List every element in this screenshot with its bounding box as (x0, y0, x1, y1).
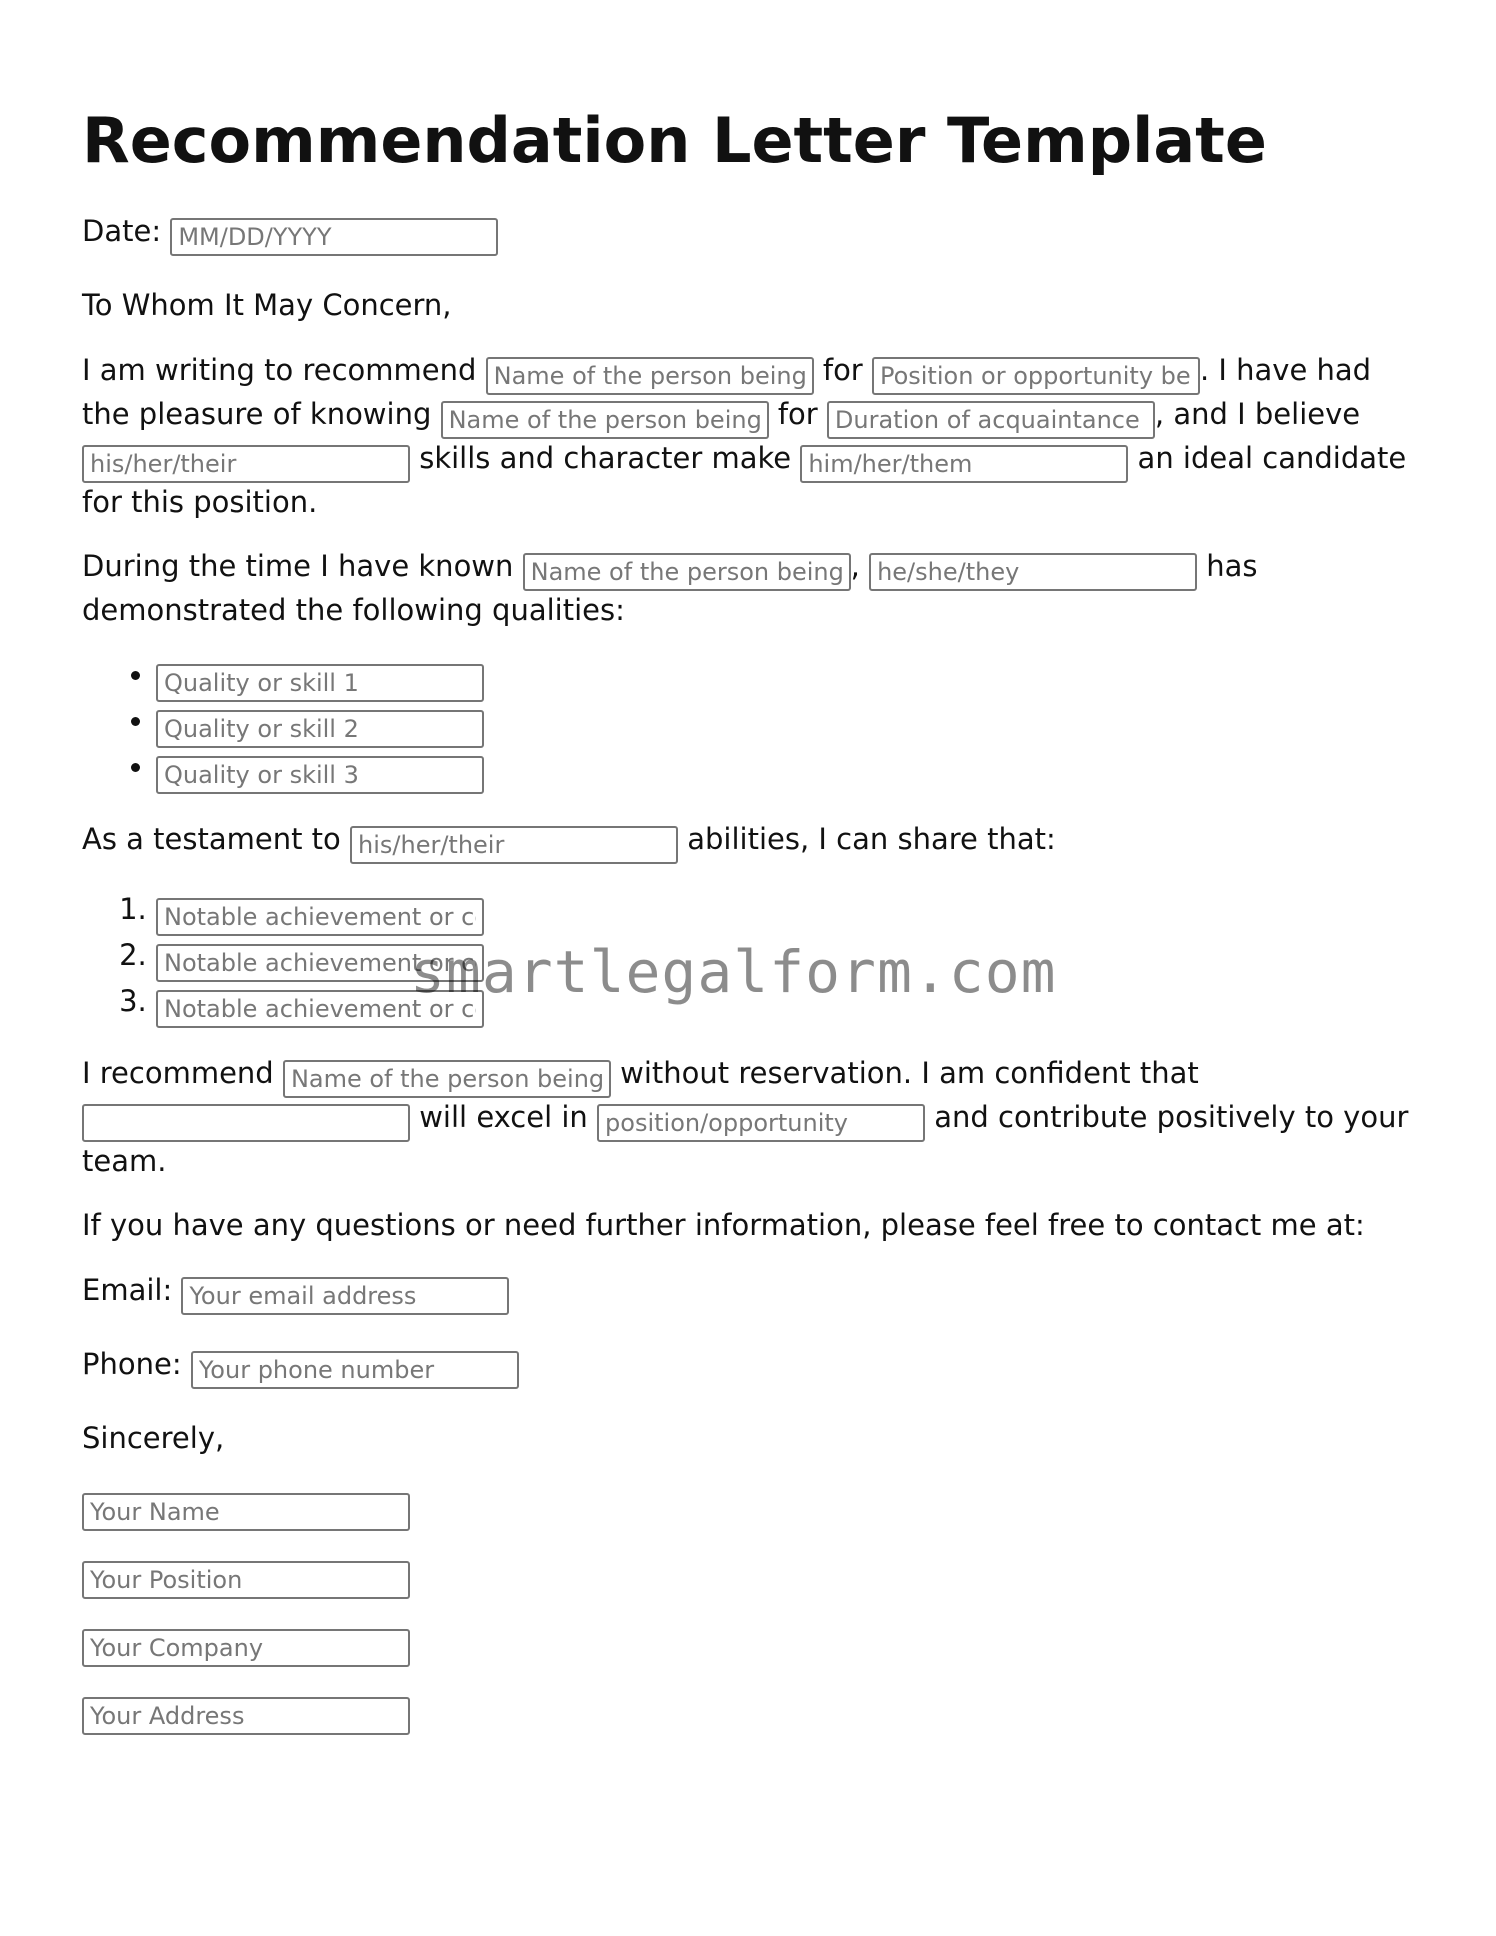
candidate-name-input-4[interactable] (283, 1060, 611, 1098)
signature-address-row (82, 1691, 1422, 1729)
list-item (156, 982, 1422, 1028)
pronoun-subject-input[interactable] (869, 553, 1197, 591)
text: skills and character make (419, 440, 792, 475)
candidate-name-input-3[interactable] (523, 553, 851, 591)
list-item (156, 890, 1422, 936)
signature-company-row (82, 1623, 1422, 1661)
phone-row (82, 1345, 1422, 1389)
signature-position-row (82, 1555, 1422, 1593)
your-company-input[interactable] (82, 1629, 410, 1667)
quality-input-2[interactable] (156, 710, 484, 748)
list-item (156, 702, 1422, 748)
paragraph-recommend-closing (82, 1054, 1422, 1181)
qualities-list (82, 656, 1422, 794)
text: abilities, I can share that: (687, 821, 1056, 856)
email-label: Email: (82, 1272, 173, 1307)
text: has demonstrated the following qualities: (82, 549, 1258, 627)
text: for (777, 396, 818, 431)
phone-input[interactable] (191, 1351, 519, 1389)
email-row (82, 1271, 1422, 1315)
your-name-input[interactable] (82, 1493, 410, 1531)
achievements-list (82, 890, 1422, 1028)
watermark: smartlegalform.com (410, 938, 1057, 1006)
text: I recommend (82, 1055, 274, 1090)
your-address-input[interactable] (82, 1697, 410, 1735)
email-input[interactable] (181, 1277, 509, 1315)
text: . I have had the pleasure of knowing (82, 352, 1372, 431)
candidate-name-input[interactable] (486, 357, 814, 395)
phone-label: Phone: (82, 1346, 182, 1381)
text: will excel in (419, 1099, 588, 1134)
candidate-name-input-2[interactable] (441, 401, 769, 439)
text: During the time I have known (82, 549, 514, 583)
text: , and I believe (1154, 396, 1361, 431)
text: an ideal candidate for this position. (82, 440, 1407, 519)
page-title: Recommendation Letter Template (82, 104, 1267, 177)
acquaintance-duration-input[interactable] (827, 401, 1155, 439)
date-row (82, 212, 1422, 256)
paragraph-known (82, 547, 1422, 630)
list-item (156, 936, 1422, 982)
pronoun-subject-input-2[interactable] (82, 1104, 410, 1142)
salutation: To Whom It May Concern, (82, 288, 452, 322)
opportunity-input[interactable] (597, 1104, 925, 1142)
date-label: Date: (82, 214, 162, 248)
letter-page (82, 0, 1422, 1759)
quality-input-1[interactable] (156, 664, 484, 702)
signature-name-row (82, 1487, 1422, 1525)
achievement-input-2[interactable] (156, 944, 484, 982)
text: As a testament to (82, 821, 341, 856)
pronoun-object-input[interactable] (800, 445, 1128, 483)
text: without reservation. I am confident that (620, 1055, 1199, 1090)
list-item (156, 656, 1422, 702)
list-item (156, 748, 1422, 794)
paragraph-testament (82, 820, 1422, 864)
contact-intro: If you have any questions or need further information, please feel free to contact me at: (82, 1208, 1365, 1242)
achievement-input-1[interactable] (156, 898, 484, 936)
pronoun-possessive-input-2[interactable] (350, 826, 678, 864)
text: , (850, 549, 860, 583)
pronoun-possessive-input[interactable] (82, 445, 410, 483)
text: I am writing to recommend (82, 352, 477, 387)
position-input[interactable] (872, 357, 1200, 395)
closing: Sincerely, (82, 1420, 225, 1455)
quality-input-3[interactable] (156, 756, 484, 794)
your-position-input[interactable] (82, 1561, 410, 1599)
text: and contribute positively to your team. (82, 1099, 1409, 1178)
paragraph-recommend (82, 351, 1422, 522)
achievement-input-3[interactable] (156, 990, 484, 1028)
date-input[interactable] (170, 218, 498, 256)
text: for (822, 352, 863, 387)
